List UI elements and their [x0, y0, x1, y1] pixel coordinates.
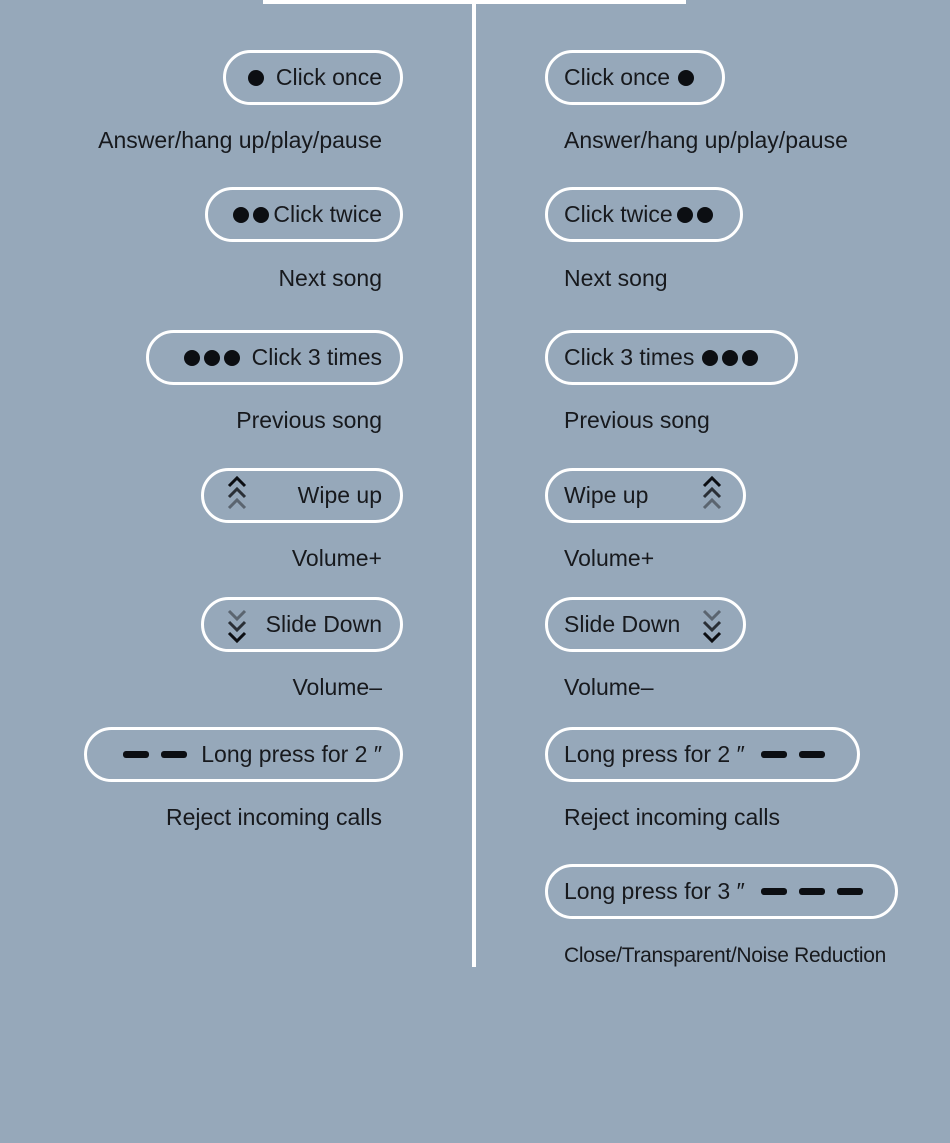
right-click-twice-desc: Next song [564, 265, 668, 291]
three-dots-icon [702, 350, 758, 366]
one-dot-icon [678, 70, 694, 86]
left-click-once-pill [223, 50, 403, 105]
right-click-once-desc: Answer/hang up/play/pause [564, 127, 848, 153]
left-click-twice-pill [205, 187, 403, 242]
two-dots-icon [233, 207, 269, 223]
right-slide-down-pill [545, 597, 746, 652]
three-dots-icon [184, 350, 240, 366]
right-wipe-up-pill [545, 468, 746, 523]
left-click-twice-desc: Next song [278, 265, 382, 291]
left-long-press-2-pill [84, 727, 403, 782]
left-click-once-desc: Answer/hang up/play/pause [98, 127, 382, 153]
right-wipe-up-desc: Volume+ [564, 545, 655, 571]
left-long-press-2-desc: Reject incoming calls [165, 804, 382, 830]
right-wipe-up-label: Wipe up [564, 482, 649, 508]
left-wipe-up-desc: Volume+ [291, 545, 382, 571]
two-dashes-icon [761, 751, 825, 758]
three-dashes-icon [761, 888, 863, 895]
left-click-3-pill [146, 330, 403, 385]
left-wipe-up-label: Wipe up [297, 482, 382, 508]
triple-chevron-up-icon [701, 473, 723, 519]
right-long-press-3-label: Long press for 3 ″ [564, 878, 745, 904]
triple-chevron-down-icon [226, 602, 248, 648]
right-click-3-desc: Previous song [564, 407, 710, 433]
right-long-press-2-label: Long press for 2 ″ [564, 741, 745, 767]
triple-chevron-up-icon [226, 473, 248, 519]
right-slide-down-label: Slide Down [564, 611, 681, 637]
right-long-press-3-pill [545, 864, 898, 919]
left-slide-down-label: Slide Down [265, 611, 382, 637]
two-dots-icon [677, 207, 713, 223]
right-click-once-label: Click once [564, 64, 671, 90]
right-long-press-2-pill [545, 727, 860, 782]
left-long-press-2-label: Long press for 2 ″ [201, 741, 382, 767]
center-divider-line [472, 0, 476, 967]
left-click-3-desc: Previous song [236, 407, 382, 433]
right-click-3-pill [545, 330, 798, 385]
left-slide-down-desc: Volume– [292, 674, 382, 700]
right-slide-down-desc: Volume– [564, 674, 654, 700]
left-slide-down-pill [201, 597, 403, 652]
left-click-once-label: Click once [275, 64, 382, 90]
two-dashes-icon [123, 751, 187, 758]
right-click-twice-pill [545, 187, 743, 242]
left-click-3-label: Click 3 times [251, 344, 382, 370]
one-dot-icon [248, 70, 264, 86]
left-wipe-up-pill [201, 468, 403, 523]
right-click-once-pill [545, 50, 725, 105]
left-click-twice-label: Click twice [273, 201, 382, 227]
triple-chevron-down-icon [701, 602, 723, 648]
right-click-3-label: Click 3 times [564, 344, 695, 370]
right-long-press-3-desc: Close/Transparent/Noise Reduction [564, 944, 886, 967]
right-click-twice-label: Click twice [564, 201, 673, 227]
right-long-press-2-desc: Reject incoming calls [564, 804, 781, 830]
